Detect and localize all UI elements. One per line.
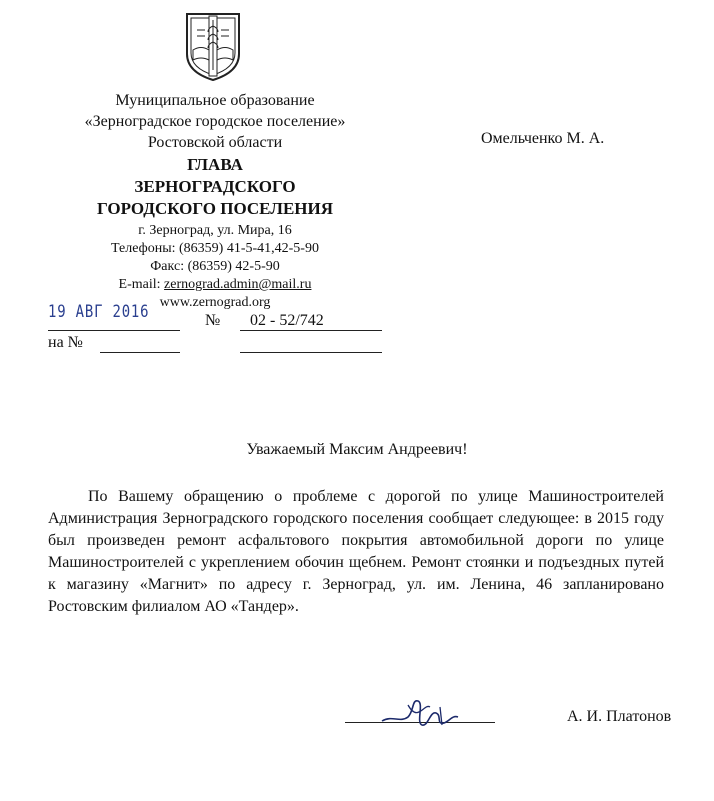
org-address: г. Зерноград, ул. Мира, 16 [138,223,292,238]
document-number: 02 - 52/742 [250,312,324,329]
org-name-line1: Муниципальное образование [115,92,315,109]
date-stamp: 19 АВГ 2016 [48,302,150,322]
coat-of-arms-icon [183,10,243,84]
signer-name: А. И. Платонов [567,708,672,725]
org-website: www.zernograd.org [159,295,271,310]
org-fax: Факс: (86359) 42-5-90 [150,259,280,274]
reply-number-label: на № [48,334,83,351]
email-label: E-mail: [118,277,165,292]
org-title-line1: ГЛАВА [187,155,243,174]
letter-body: По Вашему обращению о проблеме с дорогой по улице Машиностроителей Администрация Зерноградского городского поселения сообщает следующее: в 2015 году был произведен ремонт асфальтового покрытия автомобильной дороги по улице Машиностроителей с укреплением обочин щебнем. Ремонт стоянки и подъездных путей к магазину «Магнит» по адресу г. Зерноград, ул. им. Ленина, 46 запланировано Ростовским филиалом АО «Тандер». [48,488,664,615]
org-region: Ростовской области [147,134,283,151]
addressee: Омельченко М. А. [481,130,605,147]
salutation: Уважаемый Максим Андреевич! [246,441,468,458]
org-title-line3: ГОРОДСКОГО ПОСЕЛЕНИЯ [96,199,334,218]
org-title-line2: ЗЕРНОГРАДСКОГО [134,177,296,196]
number-underline [240,330,382,331]
number-sign: № [205,312,221,329]
handwritten-signature [378,693,468,733]
org-name-line2: «Зерноградское городское поселение» [84,113,346,130]
email-link[interactable]: zernograd.admin@mail.ru [164,277,312,292]
reply-date-underline [240,352,382,353]
date-underline [48,330,180,331]
org-email-line [24,276,406,294]
org-phones: Телефоны: (86359) 41-5-41,42-5-90 [111,241,319,256]
reply-number-underline [100,352,180,353]
